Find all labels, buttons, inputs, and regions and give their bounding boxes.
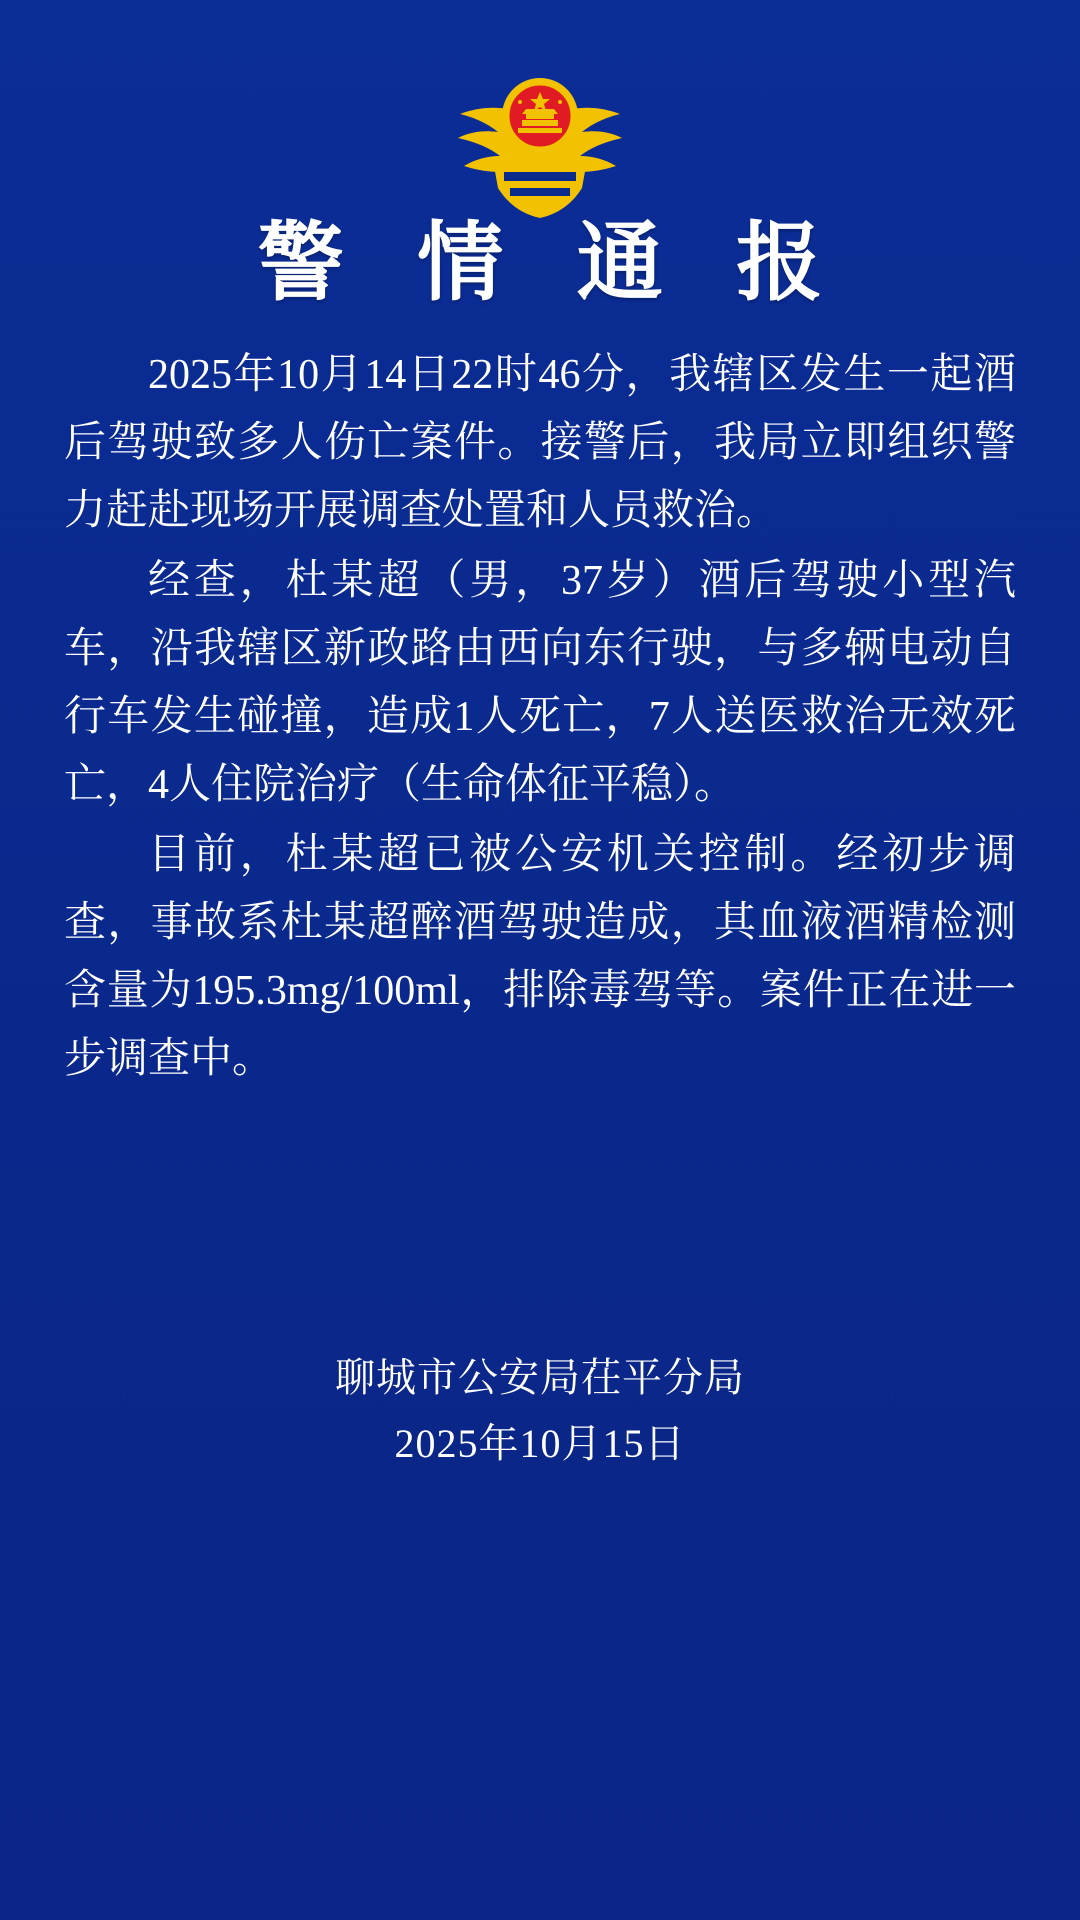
signature-block	[0, 1345, 1080, 1477]
notice-body	[52, 341, 1028, 1093]
paragraph-1: 2025年10月14日22时46分，我辖区发生一起酒后驾驶致多人伤亡案件。接警后，我局立即组织警力赶赴现场开展调查处置和人员救治。	[64, 351, 1016, 534]
paragraph-3: 目前，杜某超已被公安机关控制。经初步调查，事故系杜某超醉酒驾驶造成，其血液酒精检测含量为195.3mg/100ml，排除毒驾等。案件正在进一步调查中。	[64, 831, 1016, 1082]
page-title: 警 情 通 报	[257, 215, 849, 311]
emblem-container	[52, 0, 1028, 180]
issue-date: 2025年10月15日	[394, 1421, 686, 1466]
paragraph-2: 经查，杜某超（男，37岁）酒后驾驶小型汽车，沿我辖区新政路由西向东行驶，与多辆电动自行车发生碰撞，造成1人死亡，7人送医救治无效死亡，4人住院治疗（生命体征平稳）。	[64, 557, 1016, 808]
china-police-badge-icon	[442, 62, 638, 222]
issuing-authority: 聊城市公安局茌平分局	[335, 1355, 745, 1400]
